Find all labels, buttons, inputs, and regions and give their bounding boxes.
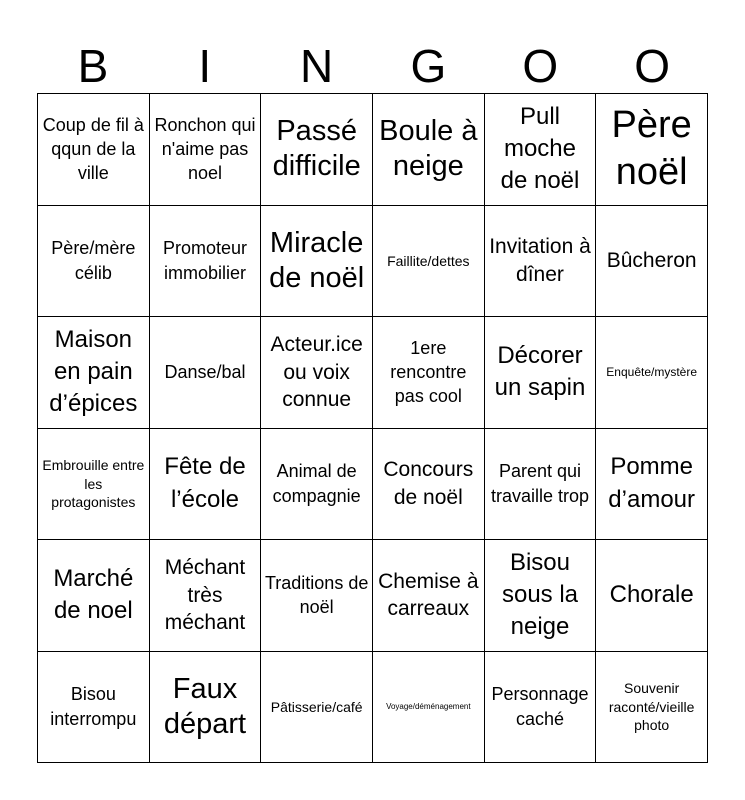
cell-text: Fête de l’école (164, 453, 246, 513)
bingo-cell[interactable] (150, 206, 262, 318)
cell-text: Pomme d’amour (608, 453, 696, 513)
header-letter: N (299, 40, 334, 92)
cell-text: Méchant très méchant (164, 556, 246, 634)
cell-text: Boule à neige (379, 115, 478, 183)
bingo-cell[interactable] (596, 206, 708, 318)
bingo-cell[interactable] (261, 206, 373, 318)
bingo-cell[interactable] (485, 206, 597, 318)
bingo-cell[interactable] (38, 429, 150, 541)
cell-text: Traditions de noël (264, 572, 369, 618)
cell-text: 1ere rencontre pas cool (390, 337, 467, 407)
cell-text: Faillite/dettes (387, 252, 470, 269)
bingo-cell[interactable] (261, 94, 373, 206)
cell-text: Passé difficile (272, 115, 361, 183)
header-letter: O (522, 40, 559, 92)
cell-text: Ronchon qui n'aime pas noel (154, 114, 256, 184)
bingo-cell[interactable] (38, 206, 150, 318)
cell-text: Enquête/mystère (606, 365, 698, 380)
header-letter: G (410, 40, 447, 92)
cell-text: Danse/bal (164, 362, 246, 383)
cell-text: Promoteur immobilier (162, 238, 248, 283)
cell-text: Bisou sous la neige (501, 548, 579, 641)
cell-text: Pull moche de noël (500, 102, 580, 195)
bingo-cell[interactable] (596, 429, 708, 541)
cell-text: Bisou interrompu (50, 684, 137, 729)
bingo-cell[interactable] (150, 94, 262, 206)
cell-text: Père noël (611, 103, 692, 194)
bingo-cell[interactable] (38, 652, 150, 764)
bingo-cell[interactable] (38, 540, 150, 652)
cell-text: Faux départ (163, 672, 247, 740)
cell-text: Embrouille entre les protagonistes (42, 457, 145, 510)
bingo-cell[interactable] (596, 652, 708, 764)
bingo-cell[interactable] (373, 429, 485, 541)
cell-text: Maison en pain d’épices (49, 325, 138, 418)
bingo-cell[interactable] (373, 317, 485, 429)
header-letter: O (634, 40, 670, 92)
bingo-grid (37, 93, 708, 763)
cell-text: Chemise à carreaux (378, 569, 479, 621)
bingo-cell[interactable] (373, 94, 485, 206)
cell-text: Père/mère célib (51, 238, 136, 283)
bingo-cell[interactable] (38, 94, 150, 206)
bingo-cell[interactable] (373, 206, 485, 318)
cell-text: Acteur.ice ou voix connue (270, 333, 363, 411)
bingo-cell[interactable] (485, 540, 597, 652)
bingo-cell[interactable] (485, 652, 597, 764)
cell-text: Pâtisserie/café (270, 698, 363, 715)
bingo-cell[interactable] (485, 429, 597, 541)
cell-text: Décorer un sapin (494, 341, 586, 402)
bingo-cell[interactable] (261, 317, 373, 429)
bingo-cell[interactable] (261, 540, 373, 652)
bingo-cell[interactable] (596, 317, 708, 429)
bingo-cell[interactable] (485, 317, 597, 429)
cell-text: Chorale (609, 581, 694, 609)
bingo-cell[interactable] (596, 540, 708, 652)
bingo-cell[interactable] (485, 94, 597, 206)
header-letter: B (77, 40, 109, 92)
header-letter: I (198, 40, 212, 92)
bingo-cell[interactable] (261, 652, 373, 764)
cell-text: Miracle de noël (269, 226, 365, 294)
bingo-header (37, 38, 708, 94)
cell-text: Invitation à dîner (489, 235, 591, 286)
bingo-cell[interactable] (38, 317, 150, 429)
bingo-cell[interactable] (261, 429, 373, 541)
bingo-cell[interactable] (150, 429, 262, 541)
cell-text: Parent qui travaille trop (490, 461, 590, 506)
bingo-cell[interactable] (150, 540, 262, 652)
cell-text: Concours de noël (383, 458, 474, 509)
bingo-cell[interactable] (373, 540, 485, 652)
cell-text: Personnage caché (491, 684, 589, 729)
bingo-cell[interactable] (596, 94, 708, 206)
bingo-cell[interactable] (150, 317, 262, 429)
bingo-cell[interactable] (373, 652, 485, 764)
cell-text: Voyage/déménagement (386, 702, 471, 712)
cell-text: Souvenir raconté/vieille photo (608, 680, 695, 733)
cell-text: Marché de noel (53, 564, 134, 625)
bingo-cell[interactable] (150, 652, 262, 764)
cell-text: Coup de fil à qqun de la ville (42, 114, 144, 184)
cell-text: Bûcheron (606, 249, 697, 273)
cell-text: Animal de compagnie (272, 461, 361, 506)
